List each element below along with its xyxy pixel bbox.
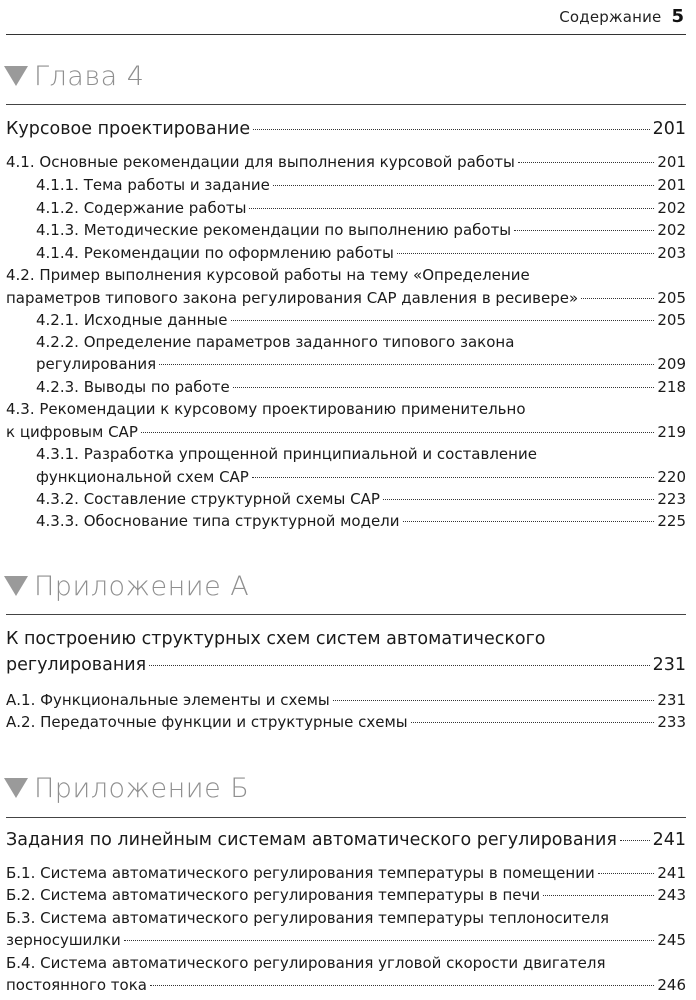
toc-entry-title: функциональной схем САР	[36, 468, 249, 486]
toc-entry-4-1-1[interactable]	[6, 174, 686, 196]
appendix-a-heading	[4, 566, 249, 606]
toc-entry-title: 4.1.1. Тема работы и задание	[36, 176, 270, 194]
toc-entry-page: 202	[657, 199, 686, 217]
dot-leader	[397, 253, 654, 254]
toc-entry-appendix-a-line1[interactable]: К построению структурных схем систем автоматического	[6, 629, 546, 649]
toc-entry-page: 219	[657, 423, 686, 441]
toc-entry-b-4-line1[interactable]: Б.4. Система автоматического регулирования угловой скорости двигателя	[6, 954, 606, 972]
toc-entry-appendix-b[interactable]	[6, 827, 686, 853]
toc-entry-page: 209	[657, 355, 686, 373]
toc-entry-4-1-4[interactable]	[6, 242, 686, 264]
dot-leader	[253, 129, 649, 130]
toc-entry-4-3-1-line1[interactable]: 4.3.1. Разработка упрощенной принципиальной и составление	[36, 445, 537, 463]
chapter-4-heading	[4, 56, 144, 96]
toc-entry-page: 241	[652, 830, 686, 850]
dot-leader	[233, 387, 655, 388]
toc-entry-title: 4.3.2. Составление структурной схемы САР	[36, 490, 380, 508]
toc-entry-b-4[interactable]	[6, 974, 686, 996]
toc-entry-page: 231	[652, 655, 686, 675]
toc-entry-4-3-line1[interactable]: 4.3. Рекомендации к курсовому проектированию применительно	[6, 400, 526, 418]
toc-entry-page: 231	[657, 691, 686, 709]
chapter-rule	[6, 104, 686, 105]
toc-entry-title: 4.1.3. Методические рекомендации по выполнению работы	[36, 221, 512, 239]
toc-entry-title: Б.1. Система автоматического регулирования температуры в помещении	[6, 864, 595, 882]
toc-entry-4-2-3[interactable]	[6, 376, 686, 398]
dot-leader	[411, 722, 655, 723]
toc-entry-b-2[interactable]	[6, 884, 686, 906]
dot-leader	[543, 895, 654, 896]
toc-entry-title: 4.2.1. Исходные данные	[36, 311, 228, 329]
toc-entry-page: 201	[657, 153, 686, 171]
toc-entry-title: регулирования	[36, 355, 157, 373]
toc-entry-page: 241	[657, 864, 686, 882]
toc-entry-4-2-1[interactable]	[6, 309, 686, 331]
dot-leader	[141, 432, 655, 433]
toc-entry-appendix-a[interactable]	[6, 652, 686, 678]
toc-entry-title: регулирования	[6, 655, 147, 675]
running-title: Содержание	[559, 8, 662, 26]
toc-entry-title: Б.2. Система автоматического регулирования температуры в печи	[6, 886, 541, 904]
toc-entry-4-2[interactable]	[6, 287, 686, 309]
dot-leader	[231, 320, 655, 321]
dot-leader	[581, 298, 654, 299]
dot-leader	[518, 162, 655, 163]
dot-leader	[598, 873, 655, 874]
toc-entry-title: 4.1.4. Рекомендации по оформлению работы	[36, 244, 394, 262]
dot-leader	[149, 665, 649, 666]
triangle-down-icon	[4, 576, 28, 596]
dot-leader	[124, 940, 655, 941]
toc-entry-title: Задания по линейным системам автоматического регулирования	[6, 830, 617, 850]
toc-entry-page: 203	[657, 244, 686, 262]
dot-leader	[273, 185, 654, 186]
toc-entry-page: 205	[657, 311, 686, 329]
page-number: 5	[671, 6, 684, 27]
toc-entry-4-1[interactable]	[6, 151, 686, 173]
toc-entry-page: 218	[657, 378, 686, 396]
toc-entry-4-2-2[interactable]	[6, 353, 686, 375]
toc-entry-4-3[interactable]	[6, 421, 686, 443]
triangle-down-icon	[4, 778, 28, 798]
toc-entry-title: параметров типового закона регулирования САР давления в ресивере»	[6, 289, 579, 307]
toc-entry-4-2-line1[interactable]: 4.2. Пример выполнения курсовой работы на тему «Определение	[6, 266, 530, 284]
toc-entry-4-1-2[interactable]	[6, 197, 686, 219]
toc-entry-title: А.2. Передаточные функции и структурные схемы	[6, 713, 408, 731]
appendix-b-heading	[4, 768, 249, 808]
toc-entry-page: 245	[657, 931, 686, 949]
toc-entry-4-1-3[interactable]	[6, 219, 686, 241]
toc-entry-page: 246	[657, 976, 686, 994]
toc-entry-a-1[interactable]	[6, 689, 686, 711]
toc-entry-page: 225	[657, 512, 686, 530]
toc-entry-4-3-3[interactable]	[6, 510, 686, 532]
chapter-title: Глава 4	[34, 60, 145, 92]
dot-leader	[514, 230, 654, 231]
toc-entry-page: 243	[657, 886, 686, 904]
toc-entry-b-1[interactable]	[6, 862, 686, 884]
toc-entry-4-3-2[interactable]	[6, 488, 686, 510]
chapter-rule	[6, 817, 686, 818]
chapter-rule	[6, 614, 686, 615]
toc-entry-title: к цифровым САР	[6, 423, 138, 441]
toc-entry-4-2-2-line1[interactable]: 4.2.2. Определение параметров заданного типового закона	[36, 333, 515, 351]
toc-entry-title: 4.2.3. Выводы по работе	[36, 378, 230, 396]
dot-leader	[249, 208, 654, 209]
toc-entry-page: 201	[657, 176, 686, 194]
toc-entry-title: А.1. Функциональные элементы и схемы	[6, 691, 330, 709]
toc-entry-title: зерносушилки	[6, 931, 121, 949]
toc-entry-page: 202	[657, 221, 686, 239]
dot-leader	[383, 499, 654, 500]
dot-leader	[333, 700, 655, 701]
toc-entry-page: 220	[657, 468, 686, 486]
header-rule	[6, 34, 686, 35]
chapter-title: Приложение Б	[34, 772, 250, 804]
toc-entry-title: 4.1. Основные рекомендации для выполнения курсовой работы	[6, 153, 515, 171]
running-head	[559, 6, 684, 27]
toc-entry-page: 205	[657, 289, 686, 307]
toc-entry-title: 4.3.3. Обоснование типа структурной модели	[36, 512, 400, 530]
toc-entry-chapter-4[interactable]	[6, 116, 686, 142]
dot-leader	[403, 521, 655, 522]
toc-entry-page: 223	[657, 490, 686, 508]
dot-leader	[252, 477, 655, 478]
toc-entry-title: 4.1.2. Содержание работы	[36, 199, 247, 217]
toc-entry-title: Курсовое проектирование	[6, 119, 251, 139]
toc-entry-a-2[interactable]	[6, 711, 686, 733]
toc-entry-page: 201	[652, 119, 686, 139]
chapter-title: Приложение А	[34, 570, 250, 602]
toc-entry-4-3-1[interactable]	[6, 466, 686, 488]
toc-entry-b-3[interactable]	[6, 929, 686, 951]
triangle-down-icon	[4, 66, 28, 86]
toc-entry-b-3-line1[interactable]: Б.3. Система автоматического регулирования температуры теплоносителя	[6, 909, 609, 927]
toc-entry-page: 233	[657, 713, 686, 731]
toc-entry-title: постоянного тока	[6, 976, 147, 994]
dot-leader	[159, 364, 654, 365]
dot-leader	[620, 840, 650, 841]
dot-leader	[150, 985, 654, 986]
